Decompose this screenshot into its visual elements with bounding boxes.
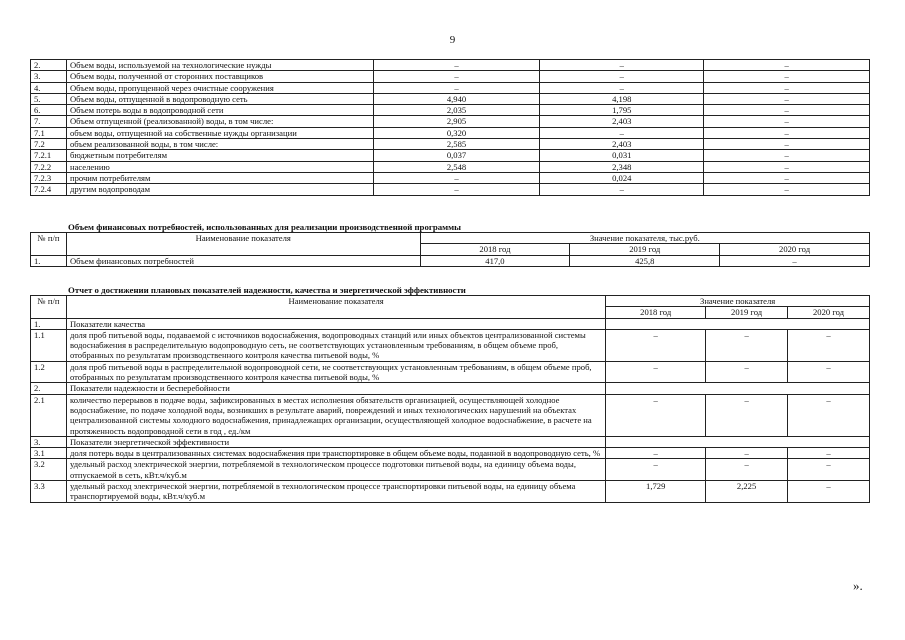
section-row xyxy=(31,436,870,447)
value-2019: 2,403 xyxy=(540,116,704,127)
value-2020: – xyxy=(704,82,870,93)
row-number: 1. xyxy=(31,318,67,329)
header-year-2019: 2019 год xyxy=(706,307,788,318)
value-2018: – xyxy=(373,172,540,183)
row-name: доля потерь воды в централизованных системах водоснабжения при транспортировке в общем объеме воды, поданной в водопроводную сеть, % xyxy=(66,448,605,459)
value-2020: – xyxy=(788,448,870,459)
value-2020: – xyxy=(704,71,870,82)
row-number: 7. xyxy=(31,116,67,127)
value-2019: – xyxy=(540,184,704,195)
value-2019: – xyxy=(706,394,788,436)
section-empty-cell xyxy=(606,436,870,447)
value-2020: – xyxy=(788,481,870,503)
row-number: 6. xyxy=(31,105,67,116)
value-2020: – xyxy=(704,105,870,116)
row-number: 3.1 xyxy=(31,448,67,459)
table-row xyxy=(31,150,870,161)
value-2019: 0,031 xyxy=(540,150,704,161)
table-row xyxy=(31,127,870,138)
row-name: населению xyxy=(66,161,373,172)
table-row xyxy=(31,60,870,71)
value-2018: 2,548 xyxy=(373,161,540,172)
row-number: 5. xyxy=(31,93,67,104)
financial-needs-table xyxy=(30,232,870,267)
row-number: 2. xyxy=(31,60,67,71)
header-year-2020: 2020 год xyxy=(788,307,870,318)
row-number: 7.2.3 xyxy=(31,172,67,183)
value-2018: – xyxy=(373,71,540,82)
table-row xyxy=(31,71,870,82)
value-2020: – xyxy=(704,127,870,138)
value-2020: – xyxy=(788,361,870,383)
value-2018: 1,729 xyxy=(606,481,706,503)
table-row xyxy=(31,139,870,150)
value-2018: 0,320 xyxy=(373,127,540,138)
value-2020: – xyxy=(704,184,870,195)
row-name: Объем финансовых потребностей xyxy=(66,255,420,266)
value-2018: – xyxy=(606,459,706,481)
value-2019: 2,225 xyxy=(706,481,788,503)
row-name: бюджетным потребителям xyxy=(66,150,373,161)
table-row xyxy=(31,448,870,459)
table-row xyxy=(31,93,870,104)
row-name: удельный расход электрической энергии, потребляемой в технологическом процессе подготовки питьевой воды, на единицу объема воды, отпускаемой в сеть, кВт.ч/куб.м xyxy=(66,459,605,481)
section-row xyxy=(31,383,870,394)
row-number: 7.1 xyxy=(31,127,67,138)
header-year-2018: 2018 год xyxy=(606,307,706,318)
row-name: количество перерывов в подаче воды, зафиксированных в местах исполнения обязательств организацией, осуществляющей холодное водоснабжение, по подаче холодной воды, возникших в результате аварий, повреждений и иных технологических нарушений на объектах централизованной системы холодного водоснабжения, принадлежащих организации, осуществляющей холодное водоснабжение, в расчете на протяженность водопроводной сети в год , ед./км xyxy=(66,394,605,436)
section-title: Показатели энергетической эффективности xyxy=(66,436,605,447)
value-2019: – xyxy=(540,60,704,71)
value-2018: 2,035 xyxy=(373,105,540,116)
value-2019: 1,795 xyxy=(540,105,704,116)
value-2020: – xyxy=(704,161,870,172)
row-number: 3.3 xyxy=(31,481,67,503)
row-number: 2. xyxy=(31,383,67,394)
row-name: доля проб питьевой воды, подаваемой с источников водоснабжения, водопроводных станций или иных объектов централизованной системы водоснабжения в распределительную водопроводную сеть, не соответствующих установленным требованиям, в общем объеме проб, отобранных по результатам производственного контроля качества питьевой воды, % xyxy=(66,329,605,361)
header-value: Значение показателя xyxy=(606,296,870,307)
row-name: Объем потерь воды в водопроводной сети xyxy=(66,105,373,116)
row-name: доля проб питьевой воды в распределительной водопроводной сети, не соответствующих установленным требованиям, в общем объеме проб, отобранных по результатам производственного контроля качества питьевой воды, % xyxy=(66,361,605,383)
value-2018: – xyxy=(606,329,706,361)
table-row xyxy=(31,329,870,361)
row-name: Объем воды, отпущенной в водопроводную сеть xyxy=(66,93,373,104)
value-2018: – xyxy=(373,184,540,195)
value-2018: – xyxy=(373,82,540,93)
value-2019: 2,403 xyxy=(540,139,704,150)
section-title: Показатели надежности и бесперебойности xyxy=(66,383,605,394)
value-2019: 0,024 xyxy=(540,172,704,183)
header-number: № п/п xyxy=(31,296,67,319)
row-number: 1.1 xyxy=(31,329,67,361)
row-number: 2.1 xyxy=(31,394,67,436)
row-number: 7.2.1 xyxy=(31,150,67,161)
row-name: Объем воды, используемой на технологические нужды xyxy=(66,60,373,71)
value-2019: – xyxy=(706,459,788,481)
value-2020: – xyxy=(704,116,870,127)
header-indicator-name: Наименование показателя xyxy=(66,296,605,319)
section-empty-cell xyxy=(606,383,870,394)
table-row xyxy=(31,255,870,266)
value-2018: – xyxy=(606,448,706,459)
row-name: удельный расход электрической энергии, потребляемой в технологическом процессе транспортировки питьевой воды, на единицу объема транспортируемой воды, кВт.ч/куб.м xyxy=(66,481,605,503)
row-name: Объем воды, полученной от сторонних поставщиков xyxy=(66,71,373,82)
value-2019: – xyxy=(540,127,704,138)
value-2019: – xyxy=(706,361,788,383)
header-year-2020: 2020 год xyxy=(720,244,870,255)
value-2020: – xyxy=(704,172,870,183)
reliability-report-table xyxy=(30,295,870,503)
table-row xyxy=(31,105,870,116)
header-indicator-name: Наименование показателя xyxy=(66,233,420,256)
water-volume-table xyxy=(30,59,870,196)
value-2020: – xyxy=(704,150,870,161)
header-year-2019: 2019 год xyxy=(570,244,720,255)
value-2018: – xyxy=(606,361,706,383)
table-row xyxy=(31,481,870,503)
value-2018: 0,037 xyxy=(373,150,540,161)
header-number: № п/п xyxy=(31,233,67,256)
row-number: 7.2.4 xyxy=(31,184,67,195)
table-row xyxy=(31,82,870,93)
value-2018: 2,585 xyxy=(373,139,540,150)
value-2019: – xyxy=(706,448,788,459)
value-2018: 4,940 xyxy=(373,93,540,104)
closing-quote-mark: ». xyxy=(853,578,863,593)
header-year-2018: 2018 год xyxy=(420,244,570,255)
value-2018: – xyxy=(373,60,540,71)
row-number: 4. xyxy=(31,82,67,93)
value-2019: – xyxy=(706,329,788,361)
value-2020: – xyxy=(788,459,870,481)
row-number: 1. xyxy=(31,255,67,266)
page-number: 9 xyxy=(449,34,456,46)
value-2020: – xyxy=(704,60,870,71)
value-2019: 2,348 xyxy=(540,161,704,172)
header-value: Значение показателя, тыс.руб. xyxy=(420,233,869,244)
value-2020: – xyxy=(788,329,870,361)
row-number: 3. xyxy=(31,71,67,82)
value-2019: 4,198 xyxy=(540,93,704,104)
table-row xyxy=(31,161,870,172)
row-name: Объем воды, пропущенной через очистные сооружения xyxy=(66,82,373,93)
value-2020: – xyxy=(720,255,870,266)
row-name: другим водопроводам xyxy=(66,184,373,195)
table-row xyxy=(31,459,870,481)
row-number: 7.2 xyxy=(31,139,67,150)
table-row xyxy=(31,184,870,195)
row-name: прочим потребителям xyxy=(66,172,373,183)
value-2019: – xyxy=(540,71,704,82)
value-2018: – xyxy=(606,394,706,436)
value-2018: 417,0 xyxy=(420,255,570,266)
financial-needs-title: Объем финансовых потребностей, использованных для реализации производственной программы xyxy=(68,222,461,232)
value-2019: – xyxy=(540,82,704,93)
value-2019: 425,8 xyxy=(570,255,720,266)
row-name: объем воды, отпущенной на собственные нужды организации xyxy=(66,127,373,138)
row-name: объем реализованной воды, в том числе: xyxy=(66,139,373,150)
section-title: Показатели качества xyxy=(66,318,605,329)
section-row xyxy=(31,318,870,329)
row-number: 3.2 xyxy=(31,459,67,481)
section-empty-cell xyxy=(606,318,870,329)
value-2018: 2,905 xyxy=(373,116,540,127)
row-name: Объем отпущенной (реализованной) воды, в том числе: xyxy=(66,116,373,127)
table-row xyxy=(31,394,870,436)
table-row xyxy=(31,361,870,383)
reliability-report-title: Отчет о достижении плановых показателей надежности, качества и энергетической эффективности xyxy=(68,285,466,295)
value-2020: – xyxy=(704,139,870,150)
row-number: 1.2 xyxy=(31,361,67,383)
table-row xyxy=(31,172,870,183)
value-2020: – xyxy=(704,93,870,104)
row-number: 3. xyxy=(31,436,67,447)
row-number: 7.2.2 xyxy=(31,161,67,172)
table-row xyxy=(31,116,870,127)
value-2020: – xyxy=(788,394,870,436)
